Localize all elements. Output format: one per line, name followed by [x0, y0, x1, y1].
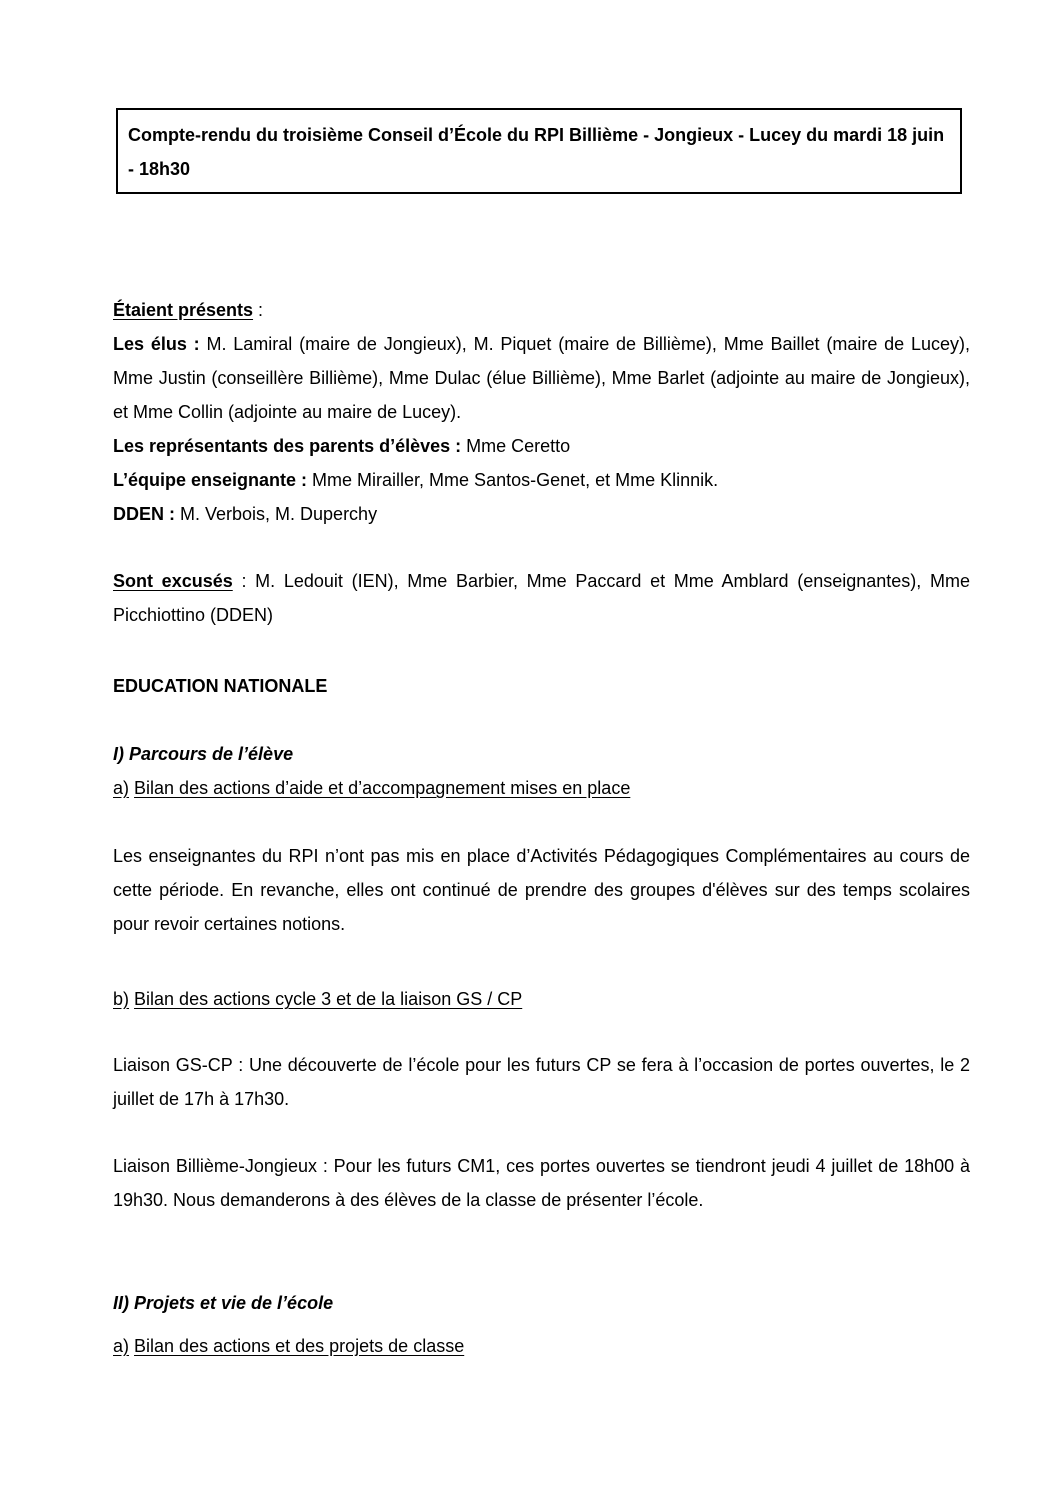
presents-heading: Étaient présents [113, 300, 254, 320]
elus-label: Les élus : [113, 334, 200, 354]
parents-text: Mme Ceretto [461, 436, 571, 456]
elus-text: M. Lamiral (maire de Jongieux), M. Piquet (maire de Billième), Mme Baillet (maire de Lucey), Mme Justin (conseillère Billième), Mme Dulac (élue Billième), Mme Barlet (adjointe au maire de Jongieux), et Mme Collin (adjointe au maire de Lucey). [113, 334, 971, 422]
part2-subsection-a [113, 1329, 970, 1363]
equipe-label: L’équipe enseignante : [113, 470, 308, 490]
part2-title: II) Projets et vie de l’école [113, 1293, 334, 1313]
excused-line [113, 564, 970, 632]
equipe-text: Mme Mirailler, Mme Santos-Genet, et Mme Klinnik. [307, 470, 719, 490]
dden-label: DDEN : [113, 504, 175, 524]
equipe-line [113, 463, 970, 497]
parents-label: Les représentants des parents d’élèves : [113, 436, 462, 456]
part1-sub-b-prefix: b) [113, 989, 130, 1009]
part1-paragraph-b1: Liaison GS-CP : Une découverte de l’école pour les futurs CP se fera à l’occasion de portes ouvertes, le 2 juillet de 17h à 17h30. [113, 1055, 970, 1109]
excused-section [113, 564, 970, 632]
part1-paragraph-a: Les enseignantes du RPI n’ont pas mis en place d’Activités Pédagogiques Complémentaires au cours de cette période. En revanche, elles ont continué de prendre des groupes d'élèves sur des temps scolaires pour revoir certaines notions. [113, 846, 970, 934]
parents-line [113, 429, 970, 463]
title-box [116, 108, 962, 194]
attendance-section [113, 293, 970, 531]
part2-sub-a-title: Bilan des actions et des projets de classe [134, 1336, 465, 1356]
document-title: Compte-rendu du troisième Conseil d’École du RPI Billième - Jongieux - Lucey du mardi 18 juin - 18h30 [128, 125, 945, 179]
part1-subsection-a [113, 771, 970, 805]
part1-paragraph-b2: Liaison Billième-Jongieux : Pour les futurs CM1, ces portes ouvertes se tiendront jeudi 4 juillet de 18h00 à 19h30. Nous demanderons à des élèves de la classe de présenter l’école. [113, 1156, 970, 1210]
excused-text: : M. Ledouit (IEN), Mme Barbier, Mme Paccard et Mme Amblard (enseignantes), Mme Picchiottino (DDEN) [113, 571, 970, 625]
part1-sub-a-title: Bilan des actions d’aide et d’accompagnement mises en place [134, 778, 631, 798]
presents-heading-suffix: : [253, 300, 264, 320]
part1-title: I) Parcours de l’élève [113, 744, 294, 764]
dden-line [113, 497, 970, 531]
dden-text: M. Verbois, M. Duperchy [175, 504, 378, 524]
part1-sub-b-title: Bilan des actions cycle 3 et de la liaison GS / CP [134, 989, 523, 1009]
part1-sub-a-prefix: a) [113, 778, 130, 798]
part2-sub-a-prefix: a) [113, 1336, 130, 1356]
excused-heading: Sont excusés [113, 571, 233, 591]
presents-heading-line [113, 293, 970, 327]
elus-line [113, 327, 970, 429]
section-education-nationale: EDUCATION NATIONALE [113, 676, 328, 696]
part1-subsection-b [113, 982, 970, 1016]
